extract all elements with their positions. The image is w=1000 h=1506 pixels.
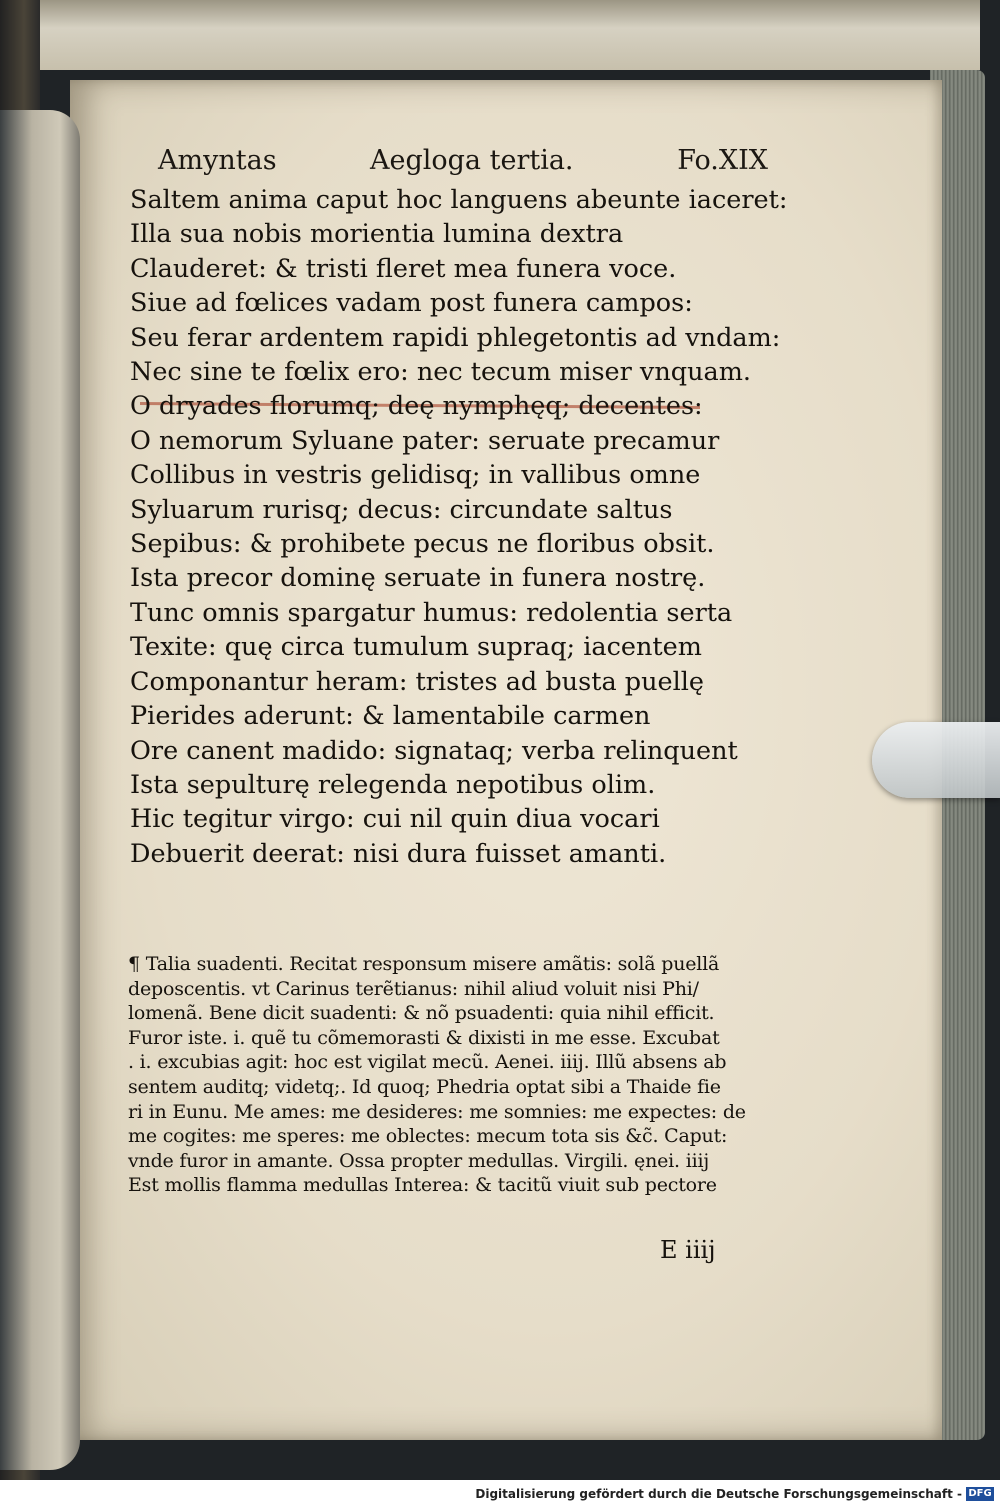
folio-number: Fo.XIX [677,145,768,176]
commentary-line: Est mollis flamma medullas Interea: & tacitũ viuit sub pectore [128,1174,717,1197]
verse-line: Ista sepulturę relegenda nepotibus olim. [130,769,656,800]
dfg-logo-icon: DFG [966,1487,994,1501]
commentary-block [128,952,768,1198]
commentary-line: . i. excubias agit: hoc est vigilat mecũ. Aenei. iiij. Illũ absens ab [128,1051,727,1074]
verse-line: Siue ad fœlices vadam post funera campos: [130,288,693,319]
verse-line: Illa sua nobis morientia lumina dextra [130,219,624,250]
verse-line: O dryades florumq; deę nymphęq; decentes: [130,391,703,422]
running-header [158,145,768,185]
signature-mark: E iiij [660,1236,716,1264]
header-section: Aegloga tertia. [370,145,574,176]
page-clip [872,722,1000,798]
commentary-line: me cogites: me speres: me oblectes: mecum tota sis &c̃. Caput: [128,1125,728,1148]
commentary-line: Furor iste. i. quẽ tu cõmemorasti & dixisti in me esse. Excubat [128,1026,720,1049]
verse-block [130,183,788,871]
verse-line: Debuerit deerat: nisi dura fuisset amanti. [130,838,667,869]
verse-line: Ista precor dominę seruate in funera nostrę. [130,563,706,594]
verse-line: Syluarum rurisq; decus: circundate saltus [130,494,673,525]
verse-line: Ore canent madido: signataq; verba relinquent [130,735,738,766]
book-top-edge [40,0,980,70]
commentary-line: lomenã. Bene dicit suadenti: & nõ psuadenti: quia nihil efficit. [128,1002,715,1025]
commentary-line: deposcentis. vt Carinus terẽtianus: nihil aliud voluit nisi Phi/ [128,977,699,1000]
commentary-line: sentem auditq; videtq;. Id quoq; Phedria optat sibi a Thaide fie [128,1075,721,1098]
verse-line: Hic tegitur virgo: cui nil quin diua vocari [130,804,660,835]
verse-line: Texite: quę circa tumulum supraq; iacentem [130,632,702,663]
verse-line: Sepibus: & prohibete pecus ne floribus obsit. [130,529,715,560]
footer-bar [0,1480,1000,1506]
commentary-line: ¶ Talia suadenti. Recitat responsum misere amãtis: solã puellã [128,953,720,975]
verse-line: Clauderet: & tristi fleret mea funera voce. [130,253,677,284]
verse-line: Nec sine te fœlix ero: nec tecum miser vnquam. [130,357,751,388]
funding-notice: Digitalisierung gefördert durch die Deutsche Forschungsgemeinschaft - [475,1487,962,1501]
verse-line: Componantur heram: tristes ad busta puellę [130,666,704,697]
verse-line: O nemorum Syluane pater: seruate precamur [130,425,720,456]
verse-line: Pierides aderunt: & lamentabile carmen [130,701,651,732]
verse-line: Collibus in vestris gelidisq; in vallibus omne [130,460,701,491]
commentary-line: vnde furor in amante. Ossa propter medullas. Virgili. ęnei. iiij [128,1149,710,1172]
commentary-line: ri in Eunu. Me ames: me desideres: me somnies: me expectes: de [128,1100,746,1123]
header-title: Amyntas [158,145,277,176]
verse-line: Seu ferar ardentem rapidi phlegetontis ad vndam: [130,322,781,353]
verse-line: Tunc omnis spargatur humus: redolentia serta [130,597,733,628]
verse-line: Saltem anima caput hoc languens abeunte iaceret: [130,185,788,215]
facing-page-edge [0,110,80,1470]
